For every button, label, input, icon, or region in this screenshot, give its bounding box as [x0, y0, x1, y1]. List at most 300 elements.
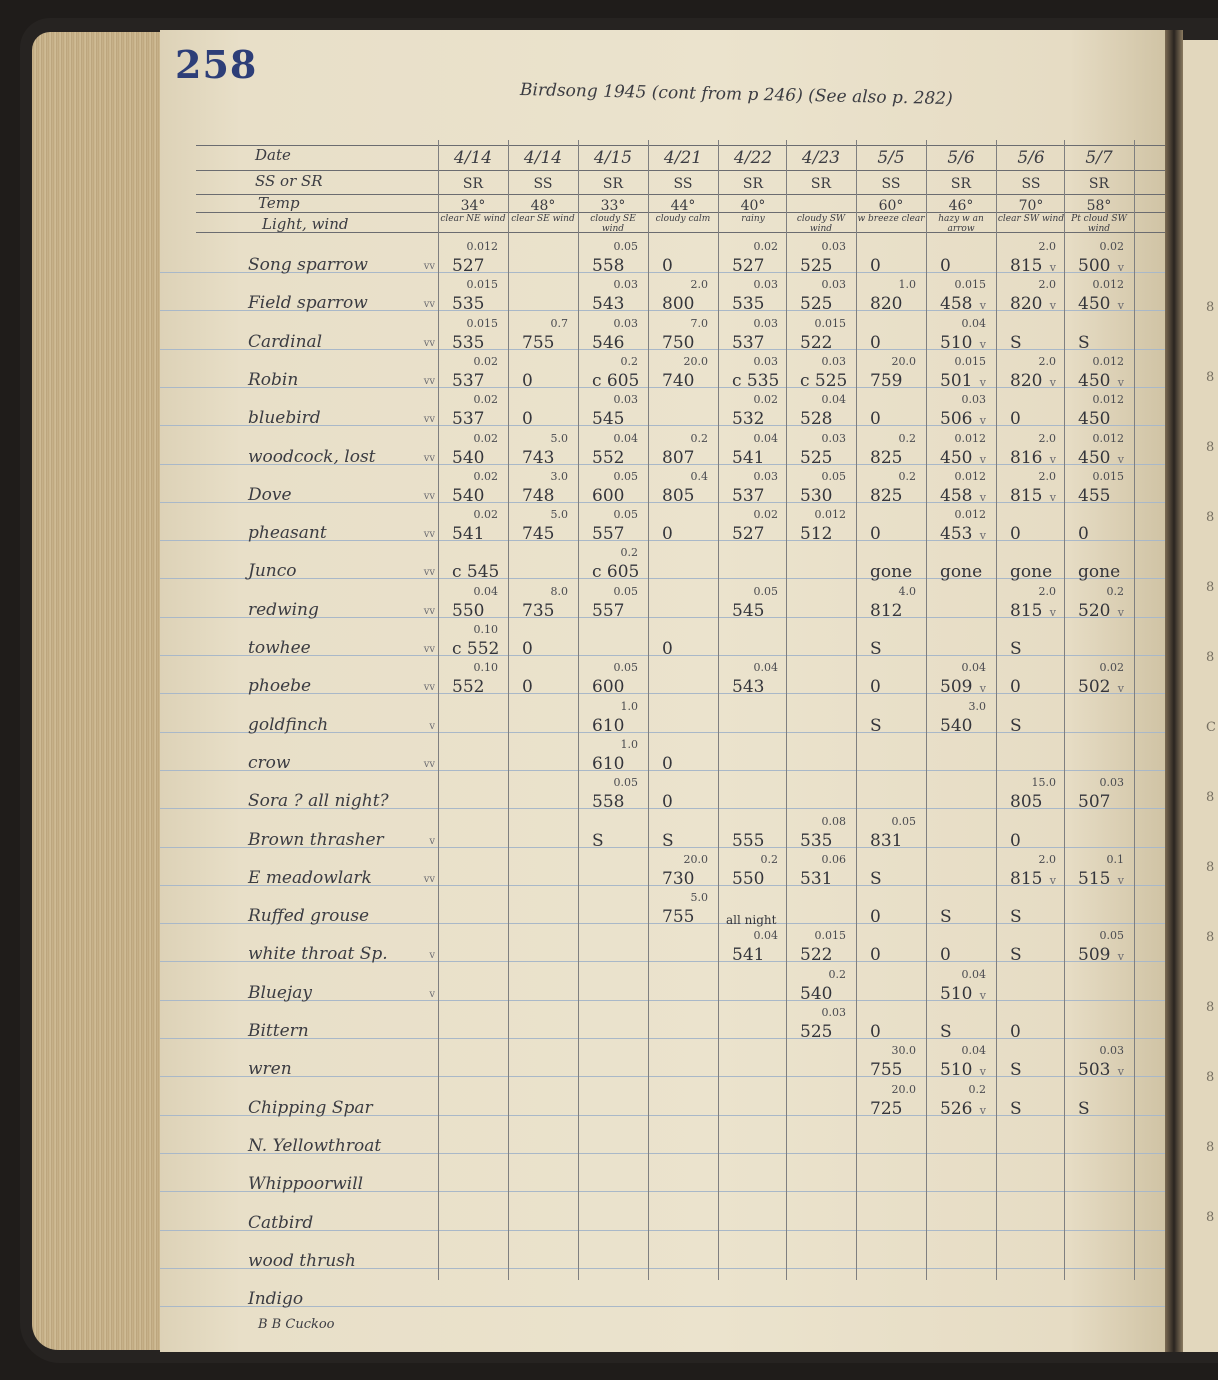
- cell-time: c 605: [592, 370, 640, 391]
- cell-time: S: [940, 1022, 952, 1042]
- column-date: 4/23: [801, 148, 841, 168]
- cell-time: 540: [452, 447, 485, 468]
- cell-time: 743: [522, 447, 555, 468]
- grid-cell: [786, 240, 856, 278]
- grid-cell: [1064, 546, 1134, 584]
- species-label: crow: [248, 752, 291, 773]
- grid-cell: [648, 355, 718, 393]
- grid-cell: [926, 929, 996, 967]
- next-page-mark: 8: [1206, 510, 1215, 525]
- cell-decimal: 30.0: [891, 1044, 916, 1058]
- next-page-edge: [1183, 40, 1218, 1352]
- cell-time: 0: [870, 945, 881, 966]
- grid-cell: [996, 1006, 1066, 1044]
- cell-decimal: 0.04: [753, 661, 778, 675]
- grid-cell: [508, 585, 578, 623]
- cell-time: 759: [870, 370, 903, 391]
- cell-time: 509: [940, 677, 973, 698]
- species-label: B B Cuckoo: [258, 1317, 335, 1333]
- next-page-mark: 8: [1206, 1210, 1215, 1225]
- cell-decimal: 0.03: [753, 278, 778, 292]
- grid-cell: [856, 508, 926, 546]
- grid-cell: [438, 623, 508, 661]
- cell-decimal: 0.05: [753, 584, 778, 598]
- grid-cell: [648, 738, 718, 776]
- cell-decimal: 0.03: [1099, 776, 1124, 790]
- cell-decimal: 0.2: [1106, 584, 1124, 598]
- cell-decimal: 0.05: [891, 814, 916, 828]
- cell-decimal: 0.05: [821, 469, 846, 483]
- cell-time: 0: [1010, 677, 1021, 698]
- cell-time: S: [1010, 907, 1022, 928]
- grid-cell: [926, 278, 996, 316]
- cell-decimal: 0.02: [753, 240, 778, 253]
- cell-decimal: 0.06: [821, 852, 846, 866]
- grid-cell: [648, 240, 718, 278]
- cell-check: v: [979, 1103, 986, 1117]
- cell-time: 812: [870, 600, 903, 621]
- column-temp: 44°: [670, 198, 696, 214]
- cell-time: 730: [662, 868, 695, 889]
- grid-cell: [786, 355, 856, 393]
- grid-cell: [1064, 355, 1134, 393]
- species-checkmark: vv: [423, 758, 435, 770]
- cell-time: 450: [1078, 294, 1111, 315]
- grid-cell: [926, 432, 996, 470]
- grid-cell: [438, 508, 508, 546]
- column-ss-sr: SR: [602, 176, 624, 192]
- cell-time: gone: [1078, 562, 1121, 583]
- grid-cell: [718, 317, 788, 355]
- cell-time: gone: [870, 562, 913, 583]
- cell-time: 610: [592, 715, 625, 736]
- column-light-wind: clear SE wind: [511, 214, 575, 224]
- species-label: Dove: [248, 484, 292, 505]
- cell-time: 545: [592, 409, 625, 430]
- cell-time: 825: [870, 485, 903, 506]
- grid-cell: [648, 623, 718, 661]
- grid-cell: [1064, 585, 1134, 623]
- column-light-wind: clear NE wind: [440, 214, 506, 224]
- cell-time: 807: [662, 447, 695, 468]
- cell-decimal: 0.1: [1106, 852, 1124, 866]
- grid-cell: [926, 700, 996, 738]
- grid-cell: [718, 240, 788, 278]
- cell-decimal: 0.03: [753, 469, 778, 483]
- next-page-mark: 8: [1206, 650, 1215, 665]
- cell-time: 540: [940, 715, 973, 736]
- cell-time: 543: [732, 677, 765, 698]
- species-label: Catbird: [248, 1212, 314, 1233]
- grid-cell: [786, 1006, 856, 1044]
- grid-cell: [996, 546, 1066, 584]
- column-light-wind: hazy w an arrow: [938, 214, 984, 234]
- cell-time: 725: [870, 1098, 903, 1119]
- cell-time: 0: [662, 792, 673, 813]
- cell-decimal: 0.012: [954, 508, 986, 522]
- grid-cell: [438, 432, 508, 470]
- species-checkmark: vv: [423, 529, 435, 541]
- cell-time: S: [1010, 639, 1022, 659]
- column-ss-sr: SR: [742, 176, 764, 192]
- species-checkmark: vv: [423, 337, 435, 349]
- grid-cell: [1064, 1044, 1134, 1082]
- cell-time: 537: [452, 409, 485, 430]
- next-page-mark: 8: [1206, 1140, 1215, 1155]
- cell-time: 755: [522, 332, 555, 353]
- cell-time: 515: [1078, 868, 1111, 889]
- grid-cell: [996, 1083, 1066, 1121]
- column-temp: 33°: [600, 198, 626, 214]
- grid-cell: [578, 776, 648, 814]
- cell-decimal: 0.012: [1092, 431, 1124, 445]
- cell-time: 535: [732, 294, 765, 315]
- cell-decimal: 4.0: [898, 584, 916, 598]
- species-label: towhee: [248, 638, 311, 658]
- column-temp: 60°: [878, 198, 904, 214]
- grid-cell: [438, 470, 508, 508]
- next-page-mark: 8: [1206, 370, 1215, 385]
- column-light-wind: cloudy SW wind: [796, 214, 846, 234]
- cell-decimal: 0.04: [821, 393, 846, 407]
- cell-decimal: 0.03: [821, 354, 846, 368]
- cell-check: v: [1117, 950, 1124, 964]
- cell-time: 506: [940, 409, 973, 430]
- grid-cell: [1064, 317, 1134, 355]
- cell-time: 0: [940, 256, 951, 276]
- grid-cell: [856, 585, 926, 623]
- cell-time: 557: [592, 600, 625, 621]
- species-label: Sora ? all night?: [248, 791, 389, 812]
- cell-time: 820: [1010, 294, 1043, 315]
- grid-cell: [648, 815, 718, 853]
- cell-time: 755: [662, 907, 695, 928]
- cell-time: 522: [800, 945, 833, 966]
- cell-check: v: [1049, 299, 1056, 313]
- column-date: 4/22: [733, 148, 773, 168]
- grid-cell: [786, 508, 856, 546]
- grid-cell: [926, 240, 996, 278]
- grid-cell: [578, 815, 648, 853]
- grid-cell: [856, 1044, 926, 1082]
- species-checkmark: vv: [423, 682, 435, 694]
- cell-decimal: 0.02: [473, 508, 498, 522]
- cell-time: 600: [592, 485, 625, 506]
- cell-time: 558: [592, 792, 625, 813]
- cell-decimal: 0.012: [954, 469, 986, 483]
- cell-time: S: [870, 715, 882, 736]
- grid-cell: [926, 317, 996, 355]
- grid-cell: [996, 853, 1066, 891]
- header-ss-sr-label: SS or SR: [255, 172, 323, 190]
- grid-cell: [578, 546, 648, 584]
- cell-decimal: 0.012: [954, 431, 986, 445]
- species-label: Indigo: [248, 1289, 304, 1310]
- cell-time: 0: [1010, 830, 1021, 851]
- cell-time: 0: [1010, 524, 1021, 545]
- grid-cell: [996, 776, 1066, 814]
- cell-decimal: 2.0: [1038, 469, 1056, 483]
- grid-cell: [856, 815, 926, 853]
- cell-time: 525: [800, 447, 833, 468]
- cell-time: 501: [940, 370, 973, 391]
- grid-cell: [438, 355, 508, 393]
- grid-cell: [718, 432, 788, 470]
- header-rule: [196, 145, 1165, 146]
- cell-decimal: 0.03: [1099, 1044, 1124, 1058]
- cell-time: 0: [522, 370, 533, 391]
- cell-time: 541: [732, 447, 765, 468]
- book-gutter: [1165, 30, 1183, 1352]
- grid-cell: [1064, 432, 1134, 470]
- grid-cell: [926, 891, 996, 929]
- column-ss-sr: SR: [1088, 176, 1110, 192]
- grid-cell: [508, 470, 578, 508]
- grid-cell: [996, 432, 1066, 470]
- cell-decimal: 0.05: [613, 469, 638, 483]
- grid-cell: [996, 891, 1066, 929]
- cell-time: 525: [800, 256, 833, 276]
- grid-cell: [926, 1083, 996, 1121]
- cell-decimal: 3.0: [550, 469, 568, 483]
- cell-time: 546: [592, 332, 625, 353]
- cell-time: 0: [662, 256, 673, 276]
- species-label: E meadowlark: [248, 867, 372, 888]
- cell-time: all night: [726, 913, 777, 928]
- next-page-mark: 8: [1206, 580, 1215, 595]
- column-temp: 46°: [948, 198, 974, 214]
- cell-decimal: 0.04: [961, 316, 986, 330]
- grid-cell: [508, 623, 578, 661]
- grid-cell: [856, 432, 926, 470]
- species-checkmark: vv: [423, 567, 435, 579]
- grid-cell: [996, 317, 1066, 355]
- cell-decimal: 0.015: [814, 929, 846, 943]
- cell-check: v: [979, 337, 986, 351]
- species-label: woodcock, lost: [248, 446, 376, 467]
- species-label: phoebe: [248, 676, 312, 697]
- cell-decimal: 0.7: [550, 316, 568, 330]
- cell-decimal: 0.05: [613, 508, 638, 522]
- cell-time: 600: [592, 677, 625, 698]
- cell-decimal: 0.012: [814, 508, 846, 522]
- grid-cell: [648, 317, 718, 355]
- column-ss-sr: SS: [673, 176, 693, 192]
- column-date: 5/5: [877, 148, 905, 168]
- cell-time: 530: [800, 485, 833, 506]
- cell-decimal: 0.02: [753, 508, 778, 522]
- species-label: Junco: [248, 561, 297, 582]
- cell-time: 532: [732, 409, 765, 430]
- cell-decimal: 0.10: [473, 623, 498, 636]
- species-label: goldfinch: [248, 714, 329, 735]
- cell-decimal: 0.05: [613, 584, 638, 598]
- cell-check: v: [1117, 452, 1124, 466]
- grid-cell: [578, 585, 648, 623]
- cell-time: c 535: [732, 370, 780, 391]
- cell-time: 510: [940, 332, 973, 353]
- cell-decimal: 0.02: [473, 393, 498, 407]
- cell-time: 0: [1078, 524, 1089, 545]
- column-light-wind: rainy: [741, 214, 765, 224]
- grid-cell: [718, 929, 788, 967]
- cell-time: 500: [1078, 256, 1111, 276]
- grid-cell: [856, 661, 926, 699]
- grid-cell: [648, 278, 718, 316]
- cell-check: v: [1049, 375, 1056, 389]
- cell-decimal: 0.03: [753, 316, 778, 330]
- cell-time: S: [592, 830, 604, 851]
- cell-decimal: 0.04: [961, 661, 986, 675]
- cell-decimal: 8.0: [550, 584, 568, 598]
- species-label: wood thrush: [248, 1250, 356, 1271]
- cell-decimal: 20.0: [891, 1082, 916, 1096]
- cell-decimal: 2.0: [1038, 431, 1056, 445]
- cell-decimal: 0.03: [753, 354, 778, 368]
- cell-time: 805: [662, 485, 695, 506]
- grid-cell: [438, 317, 508, 355]
- cell-time: 535: [452, 294, 485, 315]
- grid-cell: [856, 355, 926, 393]
- cell-time: 815: [1010, 600, 1043, 621]
- cell-time: 510: [940, 983, 973, 1004]
- cell-time: S: [1010, 715, 1022, 736]
- cell-decimal: 0.2: [968, 1082, 986, 1096]
- cell-time: 552: [452, 677, 485, 698]
- cell-decimal: 0.2: [760, 852, 778, 866]
- cell-decimal: 0.05: [613, 661, 638, 675]
- next-page-mark: 8: [1206, 1070, 1215, 1085]
- cell-time: 527: [452, 256, 485, 276]
- species-checkmark: vv: [423, 605, 435, 617]
- grid-cell: [926, 1044, 996, 1082]
- cell-decimal: 20.0: [891, 354, 916, 368]
- cell-time: 509: [1078, 945, 1111, 966]
- grid-cell: [856, 278, 926, 316]
- grid-cell: [996, 929, 1066, 967]
- grid-cell: [578, 738, 648, 776]
- cell-decimal: 0.03: [613, 316, 638, 330]
- grid-cell: [718, 661, 788, 699]
- cell-time: S: [1010, 1098, 1022, 1119]
- cell-decimal: 0.015: [954, 354, 986, 368]
- cell-time: S: [1078, 1098, 1090, 1119]
- cell-check: v: [979, 529, 986, 543]
- header-date-label: Date: [255, 146, 291, 164]
- cell-time: 750: [662, 332, 695, 353]
- grid-cell: [1064, 278, 1134, 316]
- grid-cell: [578, 700, 648, 738]
- cell-time: 550: [452, 600, 485, 621]
- grid-cell: [996, 585, 1066, 623]
- cell-time: 825: [870, 447, 903, 468]
- cell-time: 0: [662, 524, 673, 545]
- cell-time: 531: [800, 868, 833, 889]
- cell-time: 0: [870, 524, 881, 545]
- grid-cell: [578, 278, 648, 316]
- cell-check: v: [979, 1065, 986, 1079]
- grid-cell: [438, 240, 508, 278]
- cell-decimal: 20.0: [683, 852, 708, 866]
- cell-decimal: 5.0: [690, 891, 708, 905]
- cell-time: 740: [662, 370, 695, 391]
- cell-time: 537: [732, 485, 765, 506]
- cell-decimal: 5.0: [550, 508, 568, 522]
- cell-time: 550: [732, 868, 765, 889]
- grid-cell: [718, 278, 788, 316]
- cell-decimal: 1.0: [898, 278, 916, 292]
- grid-cell: [578, 393, 648, 431]
- cell-time: c 552: [452, 639, 500, 659]
- cell-time: c 605: [592, 562, 640, 583]
- cell-check: v: [979, 682, 986, 696]
- species-checkmark: vv: [423, 299, 435, 311]
- species-label: Brown thrasher: [248, 829, 384, 850]
- cell-time: 800: [662, 294, 695, 315]
- grid-cell: [508, 393, 578, 431]
- cell-decimal: 1.0: [620, 699, 638, 713]
- cell-check: v: [979, 452, 986, 466]
- grid-cell: [648, 853, 718, 891]
- header-rule: [196, 170, 1165, 171]
- grid-cell: [856, 700, 926, 738]
- grid-cell: [786, 432, 856, 470]
- cell-decimal: 0.04: [753, 929, 778, 943]
- column-ss-sr: SR: [462, 176, 484, 192]
- cell-decimal: 0.08: [821, 814, 846, 828]
- grid-cell: [1064, 240, 1134, 278]
- cell-time: 525: [800, 1022, 833, 1042]
- cell-time: 510: [940, 1060, 973, 1081]
- grid-cell: [578, 661, 648, 699]
- grid-cell: [648, 508, 718, 546]
- grid-cell: [926, 1006, 996, 1044]
- cell-decimal: 0.015: [466, 316, 498, 330]
- column-ss-sr: SR: [810, 176, 832, 192]
- ruled-line: [160, 1306, 1165, 1307]
- cell-decimal: 7.0: [690, 316, 708, 330]
- cell-decimal: 2.0: [690, 278, 708, 292]
- cell-time: 503: [1078, 1060, 1111, 1081]
- grid-cell: [578, 508, 648, 546]
- species-checkmark: vv: [423, 261, 435, 272]
- cell-decimal: 0.04: [961, 1044, 986, 1058]
- grid-cell: [648, 470, 718, 508]
- column-temp: 34°: [460, 198, 486, 214]
- species-label: Chipping Spar: [248, 1097, 373, 1118]
- cell-time: 545: [732, 600, 765, 621]
- cell-time: 745: [522, 524, 555, 545]
- species-label: pheasant: [248, 523, 327, 544]
- cell-decimal: 2.0: [1038, 278, 1056, 292]
- page-edges: [32, 32, 167, 1350]
- cell-check: v: [1117, 873, 1124, 887]
- column-temp: 40°: [740, 198, 766, 214]
- cell-time: S: [1010, 332, 1022, 353]
- cell-decimal: 3.0: [968, 699, 986, 713]
- grid-cell: [856, 623, 926, 661]
- column-ss-sr: SS: [1021, 176, 1041, 192]
- cell-time: S: [662, 830, 674, 851]
- grid-cell: [926, 508, 996, 546]
- column-ss-sr: SR: [950, 176, 972, 192]
- cell-time: gone: [940, 562, 983, 583]
- cell-time: 527: [732, 256, 765, 276]
- cell-time: 525: [800, 294, 833, 315]
- next-page-mark: 8: [1206, 930, 1215, 945]
- grid-cell: [856, 393, 926, 431]
- cell-time: 815: [1010, 485, 1043, 506]
